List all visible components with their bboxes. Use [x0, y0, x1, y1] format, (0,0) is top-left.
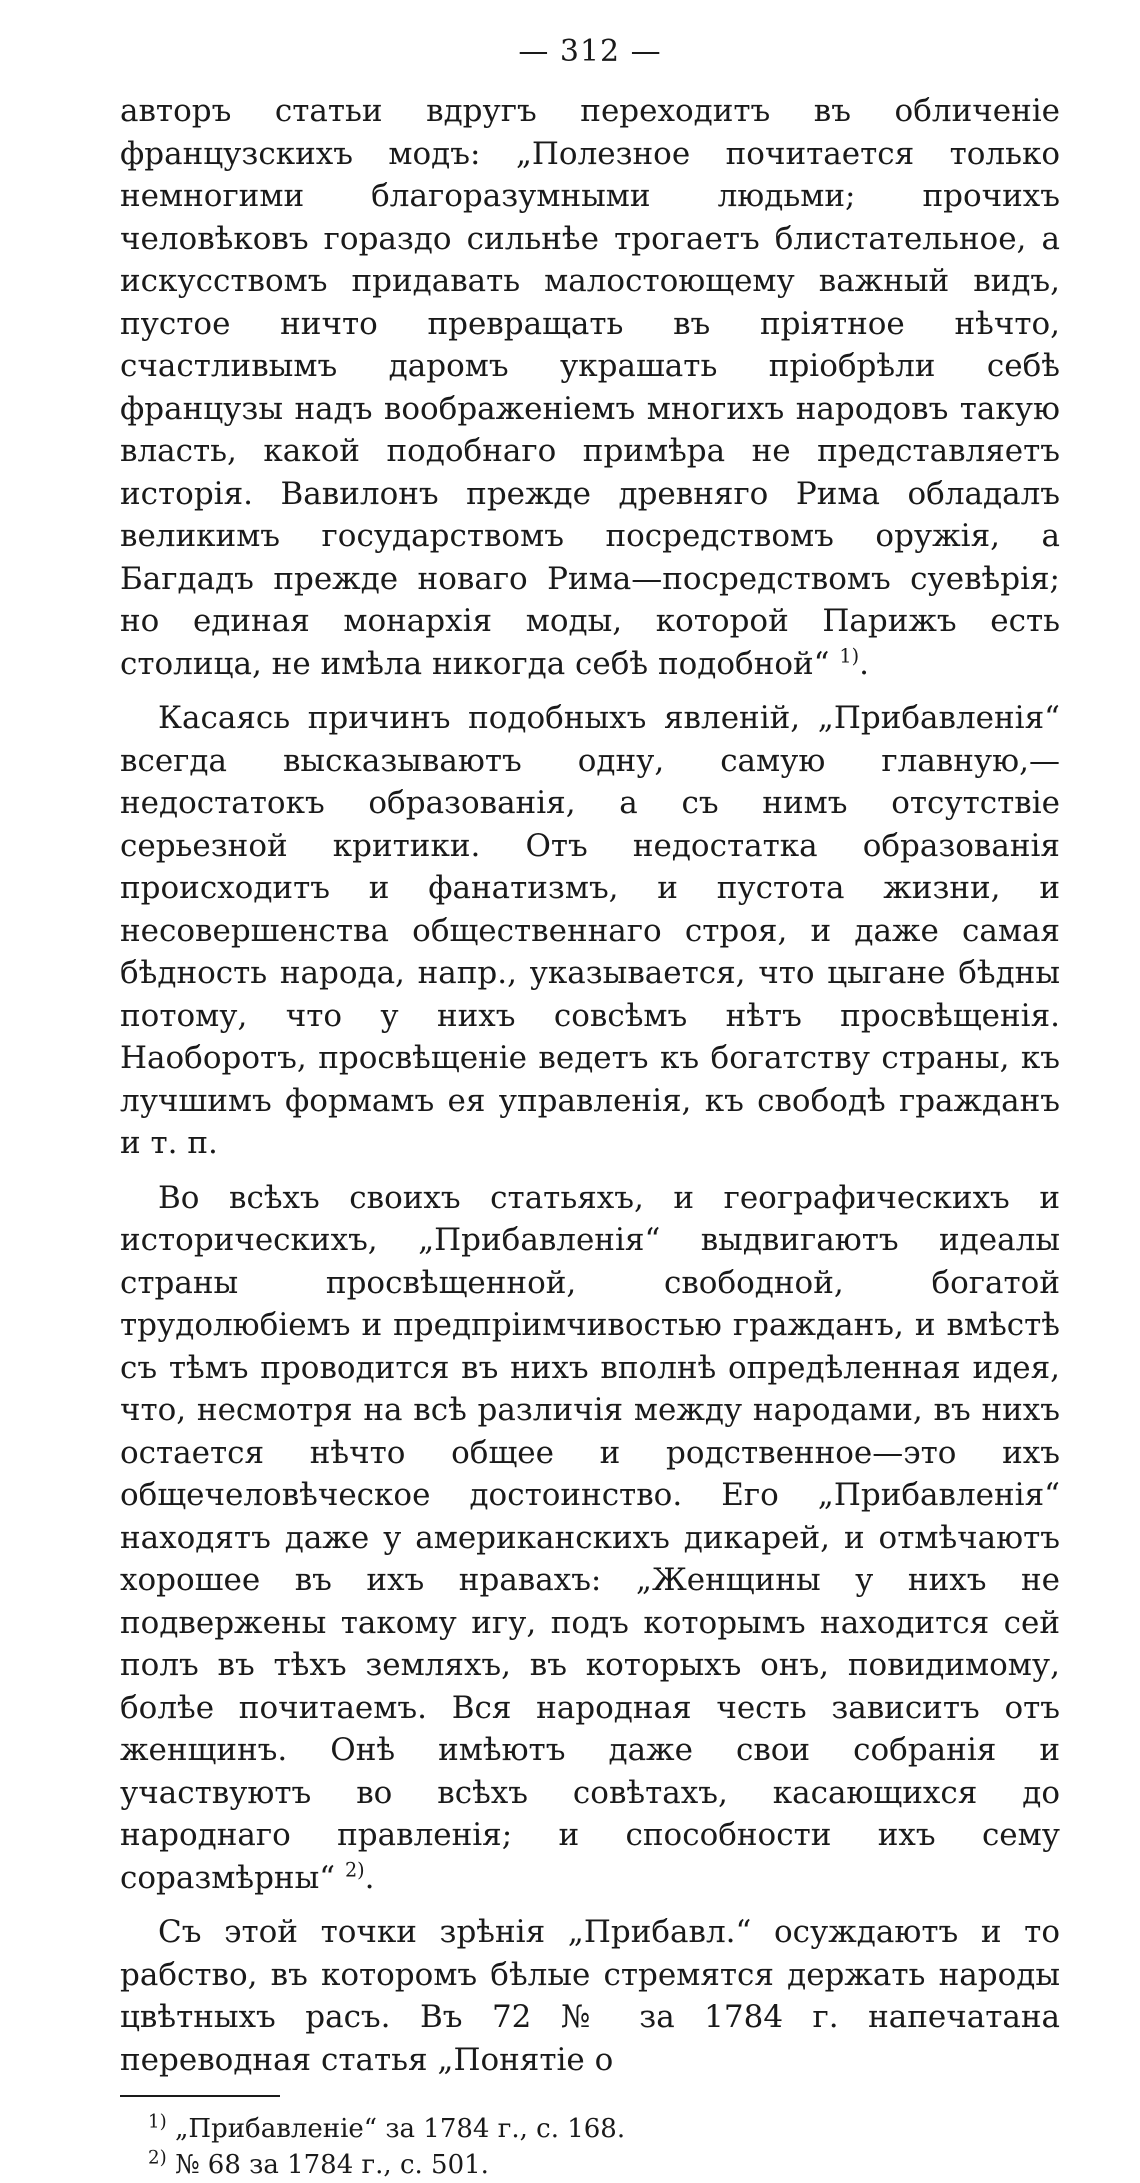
footnote-2-mark: 2) — [148, 2147, 167, 2169]
footnote-1-mark: 1) — [148, 2111, 167, 2133]
footnote-2 — [148, 2147, 1060, 2183]
footnote-1-text: „Прибавленіе“ за 1784 г., с. 168. — [174, 2114, 626, 2144]
footnote-ref-1: 1) — [839, 644, 860, 668]
paragraph-1-text: авторъ статьи вдругъ переходитъ въ обличеніе французскихъ модъ: „Полезное почитается только немногими благоразумными людьми; прочихъ человѣковъ гораздо сильнѣе трогаетъ блистательное, а искусствомъ придавать малостоющему важный видъ, пустое ничто превращать въ пріятное нѣчто, счастливымъ даромъ украшать пріобрѣли себѣ французы надъ воображеніемъ многихъ народовъ такую власть, какой подобнаго примѣра не представляетъ исторія. Вавилонъ прежде древняго Рима обладалъ великимъ государствомъ посредствомъ оружія, а Багдадъ прежде новаго Рима—посредствомъ суевѣрія; но единая монархія моды, которой Парижъ есть столица, не имѣла никогда себѣ подобной“ — [120, 93, 1060, 682]
paragraph-4-text: Съ этой точки зрѣнія „Прибавл.“ осуждаютъ и то рабство, въ которомъ бѣлые стремятся держать народы цвѣтныхъ расъ. Въ 72 № за 1784 г. напечатана переводная статья „Понятіе о — [120, 1914, 1060, 2078]
book-page — [120, 32, 1060, 2183]
paragraph-3-text: Во всѣхъ своихъ статьяхъ, и географическихъ и историческихъ, „Прибавленія“ выдвигаютъ идеалы страны просвѣщенной, свободной, богатой трудолюбіемъ и предпріимчивостью гражданъ, и вмѣстѣ съ тѣмъ проводится въ нихъ вполнѣ опредѣленная идея, что, несмотря на всѣ различія между народами, въ нихъ остается нѣчто общее и родственное—это ихъ общечеловѣческое достоинство. Его „Прибавленія“ находятъ даже у американскихъ дикарей, и отмѣчаютъ хорошее въ ихъ нравахъ: „Женщины у нихъ не подвержены такому игу, подъ которымъ находится сей полъ въ тѣхъ земляхъ, въ которыхъ онъ, повидимому, болѣе почитаемъ. Вся народная честь зависитъ отъ женщинъ. Онѣ имѣютъ даже свои собранія и участвуютъ во всѣхъ совѣтахъ, касающихся до народнаго правленія; и способности ихъ сему соразмѣрны“ — [120, 1179, 1060, 1896]
page-number: — 312 — — [518, 34, 662, 69]
paragraph-2-text: Касаясь причинъ подобныхъ явленій, „Прибавленія“ всегда высказываютъ одну, самую главную,—недостатокъ образованія, а съ нимъ отсутствіе серьезной критики. Отъ недостатка образованія происходитъ и фанатизмъ, и пустота жизни, и несовершенства общественнаго строя, и даже самая бѣдность народа, напр., указывается, что цыгане бѣдны потому, что у нихъ совсѣмъ нѣтъ просвѣщенія. Наоборотъ, просвѣщеніе ведетъ къ богатству страны, къ лучшимъ формамъ ея управленія, къ свободѣ гражданъ и т. п. — [120, 700, 1060, 1161]
footnote-1 — [148, 2111, 1060, 2147]
paragraph-2 — [120, 697, 1060, 1165]
paragraph-4 — [120, 1911, 1060, 2081]
paragraph-3-end: . — [364, 1859, 375, 1896]
footnotes — [120, 2111, 1060, 2183]
paragraph-1-end: . — [859, 645, 869, 682]
paragraph-3 — [120, 1177, 1060, 1900]
footnote-2-text: № 68 за 1784 г., с. 501. — [174, 2150, 489, 2180]
footnote-divider — [120, 2095, 280, 2097]
paragraph-1 — [120, 90, 1060, 685]
footnote-ref-2: 2) — [344, 1858, 365, 1882]
body-text — [120, 90, 1060, 2081]
